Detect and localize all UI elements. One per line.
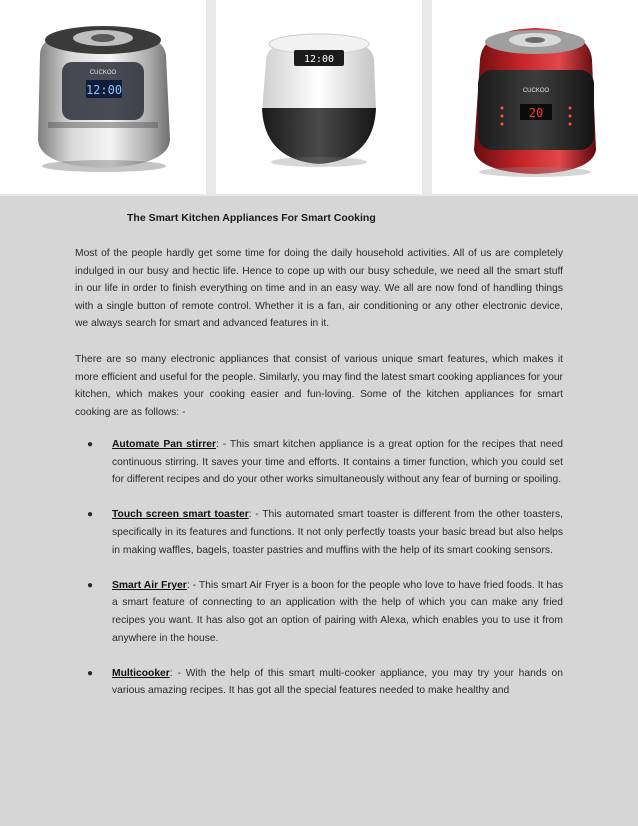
cooker1-brand-logo: CUCKOO [89, 70, 117, 76]
appliances-paragraph: There are so many electronic appliances that consist of various unique smart features, which makes it more efficient and useful for the people. Similarly, you may find the latest smart cooking appliances for your kitchen, which makes your cooking easier and fun-loving. Some of the kitchen appliances for smart cooking are as follows: - [75, 354, 563, 418]
bullet-icon: ● [87, 667, 94, 679]
red-rice-cooker-photo [432, 0, 638, 194]
cooker2-display-text: 12:00 [303, 54, 335, 65]
list-item [75, 506, 563, 559]
bullet-icon: ● [87, 439, 94, 450]
product-photo-strip [0, 0, 638, 196]
list-item [75, 577, 563, 647]
silver-rice-cooker-photo [0, 0, 206, 194]
document-title: The Smart Kitchen Appliances For Smart Cooking [127, 212, 376, 224]
intro-paragraph: Most of the people hardly get some time for doing the daily household activities. All of us are completely indulged in our busy and hectic life. Hence to cope up with our busy schedule, we need all the smart stuff in our life in order to finish everything on time and in an easy way. We all are now fond of handling things with a single button of remote control. Whether it is a fan, air conditioning or any other electronic device, we always search for smart and advanced features in it. [75, 248, 563, 330]
list-item [75, 436, 563, 489]
cooker3-display-text: 20 [528, 106, 544, 120]
white-black-rice-cooker-photo [216, 0, 422, 194]
appliance-list [75, 436, 563, 718]
bullet-icon: ● [87, 509, 94, 521]
list-item-name: Smart Air Fryer [112, 579, 187, 591]
list-item-text: : - With the help of this smart multi-cooker appliance, you may try your hands on various amazing recipes. It has got all the special features needed to make healthy and [112, 667, 563, 697]
document-body [0, 196, 638, 826]
list-item-text: : - This automated smart toaster is different from the other toasters, specifically in its features and functions. It not only perfectly toasts your basic bread but also helps in making waffles, bagels, toaster pastries and muffins with the help of its smart cooking sensors. [112, 509, 563, 556]
cooker1-display-text: 12:00 [85, 83, 123, 97]
list-item-name: Multicooker [112, 667, 170, 679]
cooker3-brand-logo: CUCKOO [522, 88, 550, 94]
list-item [75, 665, 563, 700]
list-item-text: : - This smart Air Fryer is a boon for the people who love to have fried foods. It has a smart feature of connecting to an application with the help of which you can make any fried recipes you want. It has also got an option of pairing with Alexa, which enables you to use it from anywhere in the house. [112, 579, 563, 644]
list-item-name: Automate Pan stirrer [112, 439, 216, 450]
list-item-name: Touch screen smart toaster [112, 509, 249, 521]
list-item-text: : - This smart kitchen appliance is a great option for the recipes that need continuous stirring. It saves your time and efforts. It contains a timer function, which you could set for different recipes and do your other works simultaneously without any fear of burning or spoiling. [112, 439, 563, 486]
bullet-icon: ● [87, 579, 94, 591]
